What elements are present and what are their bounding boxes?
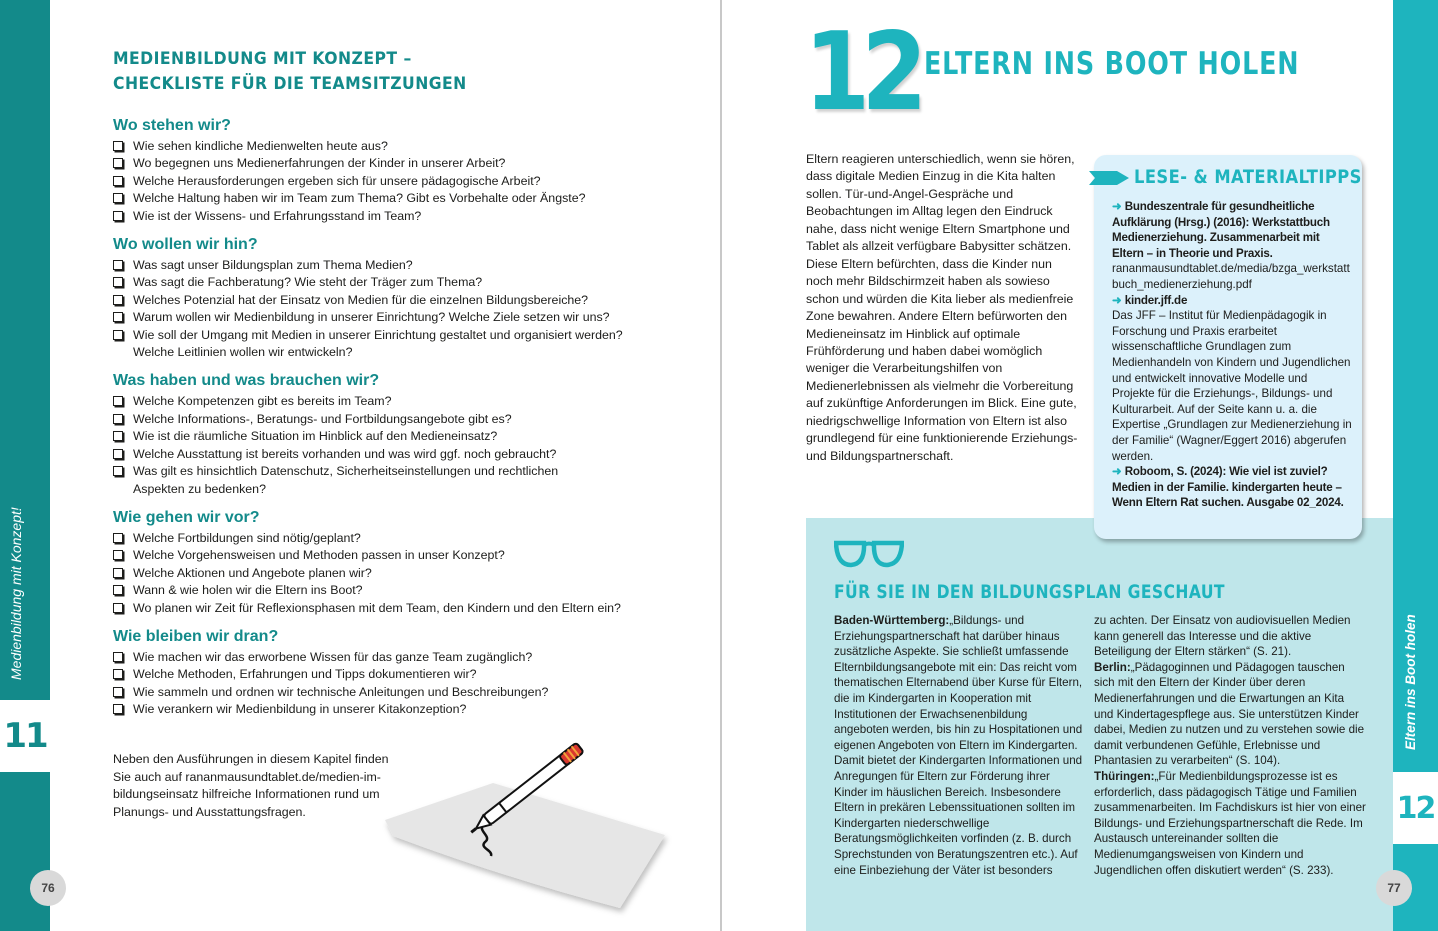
checklist-item[interactable]: Welche Fortbildungen sind nötig/geplant? <box>113 530 653 547</box>
section-heading: Wie bleiben wir dran? <box>113 627 279 645</box>
checkbox-icon[interactable] <box>113 158 123 168</box>
checklist-item[interactable]: Welche Aktionen und Angebote planen wir? <box>113 565 653 582</box>
checkbox-icon[interactable] <box>113 312 123 322</box>
intro-paragraph: Eltern reagieren unterschiedlich, wenn sie hören, dass digitale Medien Einzug in die Kita halten sollen. Tür-und-Angel-Gespräche und Beobachtungen im Alltag legen den Eindruck nahe, dass nicht wenige Eltern Smartphone und Tablet als allzeit verfügbare Babysitter schätzen. Diese Eltern befürchten, dass die Kinder nun noch mehr Bildschirmzeit haben als sowieso schon und würden die Kita lieber als medienfreie Zone bewahren. Andere Eltern befürworten den Medieneinsatz im Hinblick auf optimale Frühförderung und haben dabei womöglich weniger die Verarbeitungshilfen von Medienerlebnissen als vielmehr die Vorbereitung auf zukünftige Anforderungen im Blick. Eine gute, niedrigschwellige Information von Eltern ist also grundlegend für eine funktionierende Erziehungs- und Bildungspartnerschaft. <box>806 152 1078 463</box>
checkbox-icon[interactable] <box>113 295 123 305</box>
chapter-tab-number: 12 <box>1393 772 1438 844</box>
checklist-item[interactable]: Welches Potenzial hat der Einsatz von Medien für die einzelnen Bildungsbereiche? <box>113 292 653 309</box>
checklist-item[interactable]: Welche Methoden, Erfahrungen und Tipps dokumentieren wir? <box>113 666 653 683</box>
chapter-tab-label: Medienbildung mit Konzept! <box>8 507 24 680</box>
checklist-item[interactable]: Was gilt es hinsichtlich Datenschutz, Sicherheitseinstellungen und rechtlichen Aspekten zu bedenken? <box>113 463 653 498</box>
bildungsplan-column-1 <box>834 613 1084 878</box>
checkbox-icon[interactable] <box>113 141 123 151</box>
chapter-tab-right <box>1393 0 1438 931</box>
checkbox-icon[interactable] <box>113 449 123 459</box>
checklist-item[interactable]: Welche Herausforderungen ergeben sich für unsere pädagogische Arbeit? <box>113 173 653 190</box>
checkbox-icon[interactable] <box>113 176 123 186</box>
pen-on-paper-illustration <box>375 738 675 918</box>
checkbox-icon[interactable] <box>113 533 123 543</box>
checklist-item[interactable]: Wie verankern wir Medienbildung in unserer Kitakonzeption? <box>113 701 653 718</box>
tip-entry <box>1112 293 1352 465</box>
state-name: Thüringen: <box>1094 769 1155 783</box>
checklist-item[interactable]: Wann & wie holen wir die Eltern ins Boot? <box>113 582 653 599</box>
checklist-item[interactable]: Wo planen wir Zeit für Reflexionsphasen mit dem Team, den Kindern und den Eltern ein? <box>113 600 653 617</box>
checklist-item[interactable]: Welche Haltung haben wir im Team zum Thema? Gibt es Vorbehalte oder Ängste? <box>113 190 653 207</box>
chapter-tab-left <box>0 0 50 931</box>
reading-tips-title: LESE- & MATERIALTIPPS <box>1134 166 1362 188</box>
chapter-title: ELTERN INS BOOT HOLEN <box>924 46 1300 82</box>
checklist-item[interactable]: Was sagt unser Bildungsplan zum Thema Medien? <box>113 257 653 274</box>
state-name: Baden-Württemberg: <box>834 614 950 627</box>
checkbox-icon[interactable] <box>113 211 123 221</box>
checklist-item[interactable]: Welche Ausstattung ist bereits vorhanden und was wird ggf. noch gebraucht? <box>113 446 653 463</box>
checklist-item[interactable]: Welche Kompetenzen gibt es bereits im Team? <box>113 393 653 410</box>
section-heading: Wo wollen wir hin? <box>113 236 258 254</box>
bildungsplan-title: FÜR SIE IN DEN BILDUNGSPLAN GESCHAUT <box>834 581 1225 603</box>
bildungsplan-column-2 <box>1094 613 1366 878</box>
tip-heading: Bundeszentrale für gesundheitliche Aufklärung (Hrsg.) (2016): Werkstattbuch Medienerziehung. Zusammenarbeit mit Eltern – in Theorie und Praxis. <box>1112 200 1330 260</box>
checkbox-icon[interactable] <box>113 277 123 287</box>
checkbox-icon[interactable] <box>113 603 123 613</box>
arrow-right-icon: ➜ <box>1112 200 1122 213</box>
checklist-item[interactable]: Welche Vorgehensweisen und Methoden passen in unser Konzept? <box>113 547 653 564</box>
tip-entry <box>1112 199 1352 293</box>
chapter-tab-label: Eltern ins Boot holen <box>1403 614 1418 750</box>
reading-tips-list <box>1112 199 1352 511</box>
state-quote: „Für Medienbildungsprozesse ist es erforderlich, dass pädagogisch Tätige und Familien zusammenarbeiten. Im Fachdiskurs ist hier von einer Bildungs- und Erziehungspartnerschaft die Rede. Im Austausch untereinander sollten die Medienumgangsweisen von Kindern und Jugendlichen offen diskutiert werden“ (S. 233). <box>1094 769 1366 877</box>
checklist-item[interactable]: Wo begegnen uns Medienerfahrungen der Kinder in unserer Arbeit? <box>113 155 653 172</box>
checklist-item[interactable]: Welche Informations-, Beratungs- und Fortbildungsangebote gibt es? <box>113 411 653 428</box>
checkbox-icon[interactable] <box>113 260 123 270</box>
checkbox-icon[interactable] <box>113 687 123 697</box>
checklist-item[interactable]: Wie ist der Wissens- und Erfahrungsstand im Team? <box>113 208 653 225</box>
state-quote: „Pädagoginnen und Pädagogen tauschen sich mit den Eltern der Kinder über deren Medienerfahrungen und die Erwartungen an Kita und Kindertagespflege aus. Sie unterstützen Kinder dabei, Medien zu nutzen und zu verstehen sowie die damit verbundenen Gefühle, Erlebnisse und Phantasien zu verarbeiten“ (S. 104). <box>1094 660 1365 768</box>
resource-note: Neben den Ausführungen in diesem Kapitel finden Sie auch auf rananmausundtablet.de/medien-im-bildungseinsatz hilfreiche Informationen rund um Planungs- und Ausstattungsfragen. <box>113 752 389 819</box>
checkbox-icon[interactable] <box>113 396 123 406</box>
checklist-item[interactable]: Wie sehen kindliche Medienwelten heute aus? <box>113 138 653 155</box>
state-quote: „Bildungs- und Erziehungspartnerschaft hat darüber hinaus zusätzliche Aspekte. Sie schließt umfassende Elternbildungsangebote mit ein: Das reicht vom thematischen Elternabend über Kurse für Eltern, die im Kindergarten in Kooperation mit Institutionen der Erwachsenenbildung angeboten werden, bis hin zu Hospitationen und eigenen Angeboten von Eltern im Kindergarten. Damit bietet der Kindergarten Informationen und Anregungen für Eltern zur Förderung ihrer Kinder im häuslichen Bereich. Insbesondere Eltern in prekären Lebenssituationen sollten im Kindergarten niederschwellige Beratungsmöglichkeiten vorfinden (z. B. durch Sprechstunden von Beratungszentren etc.). Auf eine Einbeziehung der Väter ist besonders <box>834 614 1083 877</box>
section-heading: Wie gehen wir vor? <box>113 508 260 526</box>
tip-link[interactable]: kinder.jff.de <box>1124 293 1188 307</box>
checklist <box>113 116 653 719</box>
checklist-item[interactable]: Wie sammeln und ordnen wir technische Anleitungen und Beschreibungen? <box>113 684 653 701</box>
glasses-icon <box>834 540 904 568</box>
checkbox-icon[interactable] <box>113 652 123 662</box>
arrow-right-icon: ➜ <box>1112 293 1122 307</box>
checkbox-icon[interactable] <box>113 704 123 714</box>
checkbox-icon[interactable] <box>113 585 123 595</box>
chapter-number: 12 <box>804 10 919 135</box>
section-heading: Was haben und was brauchen wir? <box>113 372 380 390</box>
arrow-banner-icon <box>1089 169 1129 187</box>
tip-link[interactable]: rananmausundtablet.de/media/bzga_werkstattbuch_medienerziehung.pdf <box>1112 262 1350 291</box>
section-heading: Wo stehen wir? <box>113 117 231 134</box>
checklist-title <box>113 47 591 97</box>
checkbox-icon[interactable] <box>113 466 123 476</box>
checklist-item[interactable]: Wie soll der Umgang mit Medien in unserer Einrichtung gestaltet und organisiert werden? Welche Leitlinien wollen wir entwickeln? <box>113 327 653 362</box>
state-quote-continued: zu achten. Der Einsatz von audiovisuellen Medien kann generell das Interesse und die aktive Beteiligung der Eltern stärken“ (S. 21). <box>1094 614 1351 659</box>
checklist-item[interactable]: Warum wollen wir Medienbildung in unserer Einrichtung? Welche Ziele setzen wir uns? <box>113 309 653 326</box>
checkbox-icon[interactable] <box>113 568 123 578</box>
checklist-item[interactable]: Wie ist die räumliche Situation im Hinblick auf den Medieneinsatz? <box>113 428 653 445</box>
checkbox-icon[interactable] <box>113 330 123 340</box>
checklist-item[interactable]: Wie machen wir das erworbene Wissen für das ganze Team zugänglich? <box>113 649 653 666</box>
checkbox-icon[interactable] <box>113 414 123 424</box>
checkbox-icon[interactable] <box>113 669 123 679</box>
tip-heading: Roboom, S. (2024): Wie viel ist zuviel? Medien in der Familie. kindergarten heute – Wenn Eltern Rat suchen. Ausgabe 02_2024. <box>1112 465 1344 510</box>
tip-entry <box>1112 464 1352 511</box>
tip-body: Das JFF – Institut für Medienpädagogik in Forschung und Praxis erarbeitet wissenschaftliche Grundlagen zum Medienhandeln von Kindern und Jugendlichen und entwickelt innovative Modelle und Projekte für die Erziehungs-, Bildungs- und Kulturarbeit. Auf der Seite kann u. a. die Expertise „Grundlagen zur Medienerziehung in der Familie“ (Wagner/Eggert 2016) abgerufen werden. <box>1112 309 1352 463</box>
checkbox-icon[interactable] <box>113 550 123 560</box>
title-line-1: MEDIENBILDUNG MIT KONZEPT – <box>113 49 412 69</box>
page-number-right: 77 <box>1376 870 1412 906</box>
state-name: Berlin: <box>1094 660 1131 674</box>
arrow-right-icon: ➜ <box>1112 465 1122 479</box>
title-line-2: CHECKLISTE FÜR DIE TEAMSITZUNGEN <box>113 74 467 94</box>
chapter-tab-number: 11 <box>0 700 50 772</box>
checkbox-icon[interactable] <box>113 193 123 203</box>
checklist-item[interactable]: Was sagt die Fachberatung? Wie steht der Träger zum Thema? <box>113 274 653 291</box>
checkbox-icon[interactable] <box>113 431 123 441</box>
page-number-left: 76 <box>30 870 66 906</box>
